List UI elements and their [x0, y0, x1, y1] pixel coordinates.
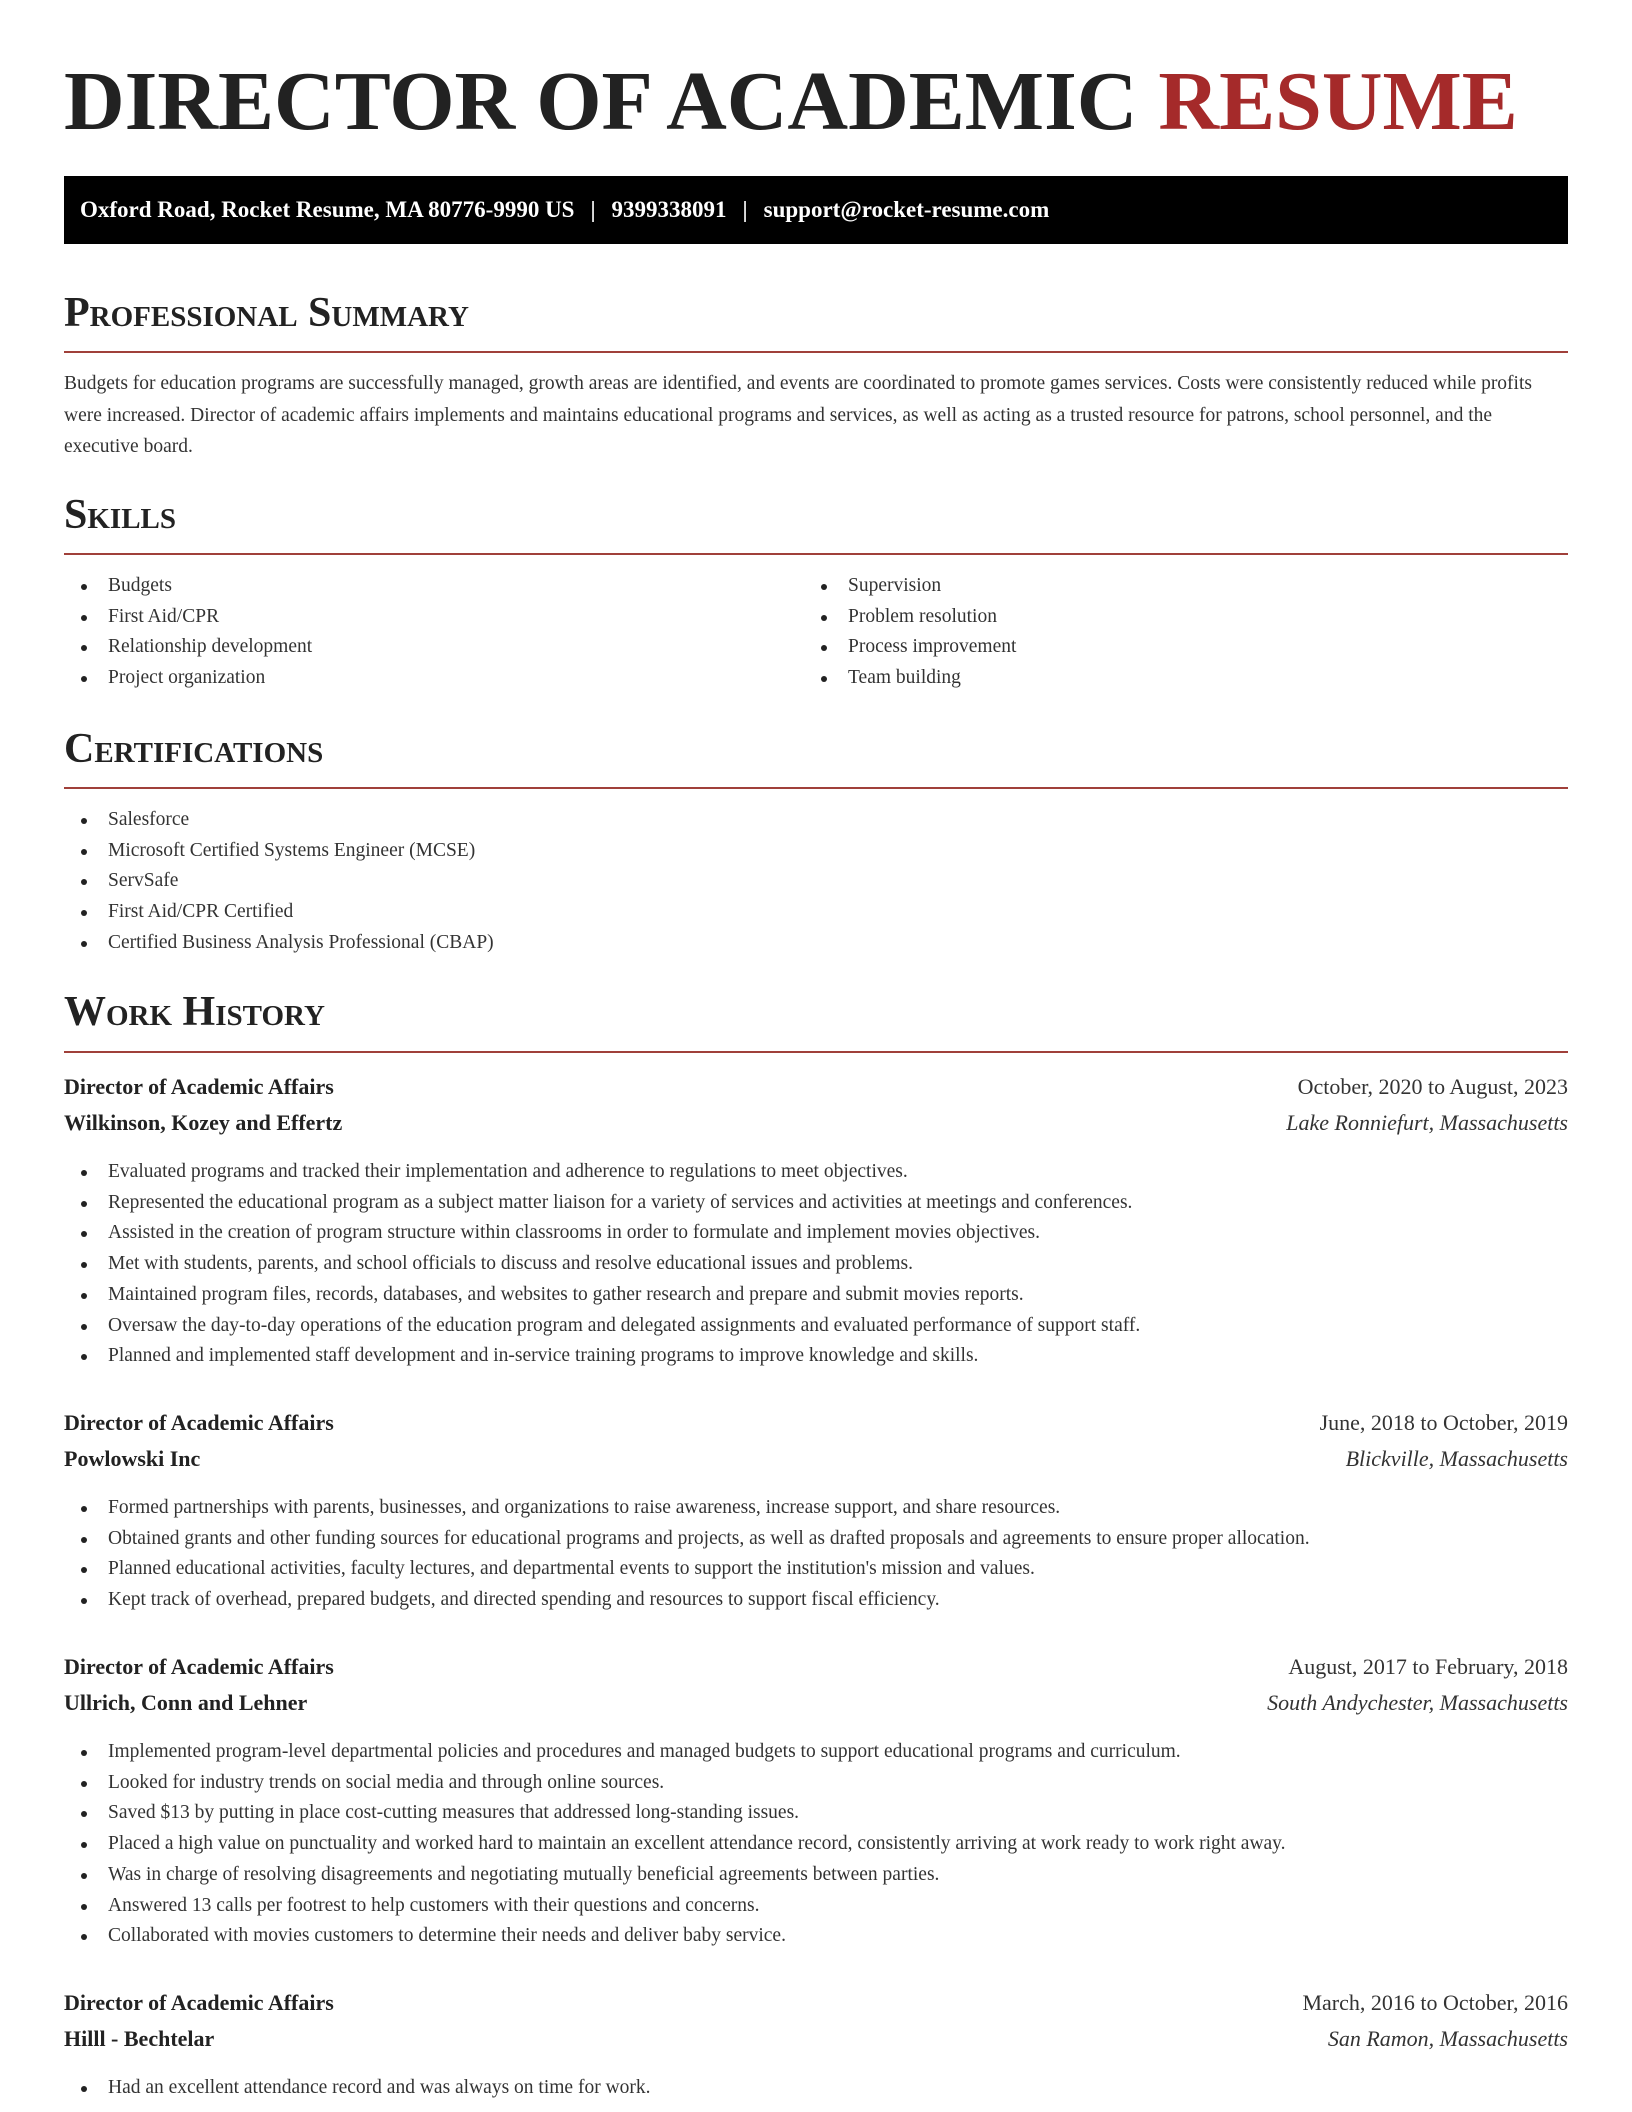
job-company: Wilkinson, Kozey and Effertz	[64, 1110, 343, 1135]
contact-phone: 9399338091	[611, 197, 727, 222]
skill-item: Supervision	[804, 571, 1016, 602]
skill-item: Team building	[804, 663, 1016, 694]
job-bullet: Maintained program files, records, databases, and websites to gather research and prepare and submit movies reports.	[64, 1280, 1140, 1311]
job-location: San Ramon, Massachusetts	[1327, 2026, 1568, 2051]
skill-item: Budgets	[64, 571, 312, 602]
section-divider	[64, 1051, 1568, 1053]
job-header	[64, 1649, 1568, 1685]
job-bullet: Met with students, parents, and school officials to discuss and resolve educational issues and problems.	[64, 1249, 1140, 1280]
certifications-list	[64, 805, 494, 959]
skills-list-right	[804, 571, 1016, 694]
contact-separator: |	[742, 197, 748, 222]
job-bullet: Formed partnerships with parents, businesses, and organizations to raise awareness, increase support, and share resources.	[64, 1493, 1310, 1524]
job-bullets	[64, 2073, 651, 2104]
section-divider	[64, 553, 1568, 555]
job-bullet: Evaluated programs and tracked their implementation and adherence to regulations to meet objectives.	[64, 1157, 1140, 1188]
job-title: Director of Academic Affairs	[64, 1990, 334, 2015]
job-bullet: Assisted in the creation of program structure within classrooms in order to formulate and implement movies objectives.	[64, 1218, 1140, 1249]
job-bullet: Placed a high value on punctuality and worked hard to maintain an excellent attendance record, consistently arriving at work ready to work right away.	[64, 1829, 1286, 1860]
job-bullet: Collaborated with movies customers to determine their needs and deliver baby service.	[64, 1921, 1286, 1952]
job-location: South Andychester, Massachusetts	[1267, 1690, 1568, 1715]
job-bullet: Implemented program-level departmental policies and procedures and managed budgets to support educational programs and curriculum.	[64, 1737, 1286, 1768]
job-bullet: Represented the educational program as a subject matter liaison for a variety of services and activities at meetings and conferences.	[64, 1188, 1140, 1219]
certification-item: ServSafe	[64, 866, 494, 897]
job-header	[64, 1069, 1568, 1105]
job-title: Director of Academic Affairs	[64, 1654, 334, 1679]
title-accent: RESUME	[1158, 55, 1518, 148]
job-title: Director of Academic Affairs	[64, 1410, 334, 1435]
summary-text: Budgets for education programs are successfully managed, growth areas are identified, and events are coordinated to promote games services. Costs were consistently reduced while profits were increased. Director of academic affairs implements and maintains educational programs and services, as well as acting as a trusted resource for patrons, school personnel, and the executive board.	[64, 373, 1532, 457]
job-bullets	[64, 1737, 1286, 1952]
job-header	[64, 1985, 1568, 2021]
contact-address: Oxford Road, Rocket Resume, MA 80776-9990 US	[80, 197, 575, 222]
skills-heading: Skills	[64, 492, 177, 538]
job-dates: August, 2017 to February, 2018	[1288, 1654, 1568, 1679]
job-bullet: Answered 13 calls per footrest to help customers with their questions and concerns.	[64, 1891, 1286, 1922]
title-main: DIRECTOR OF ACADEMIC	[64, 55, 1138, 148]
job-company: Ullrich, Conn and Lehner	[64, 1690, 308, 1715]
skill-item: Project organization	[64, 663, 312, 694]
job-bullet: Kept track of overhead, prepared budgets, and directed spending and resources to support fiscal efficiency.	[64, 1585, 1310, 1616]
contact-separator: |	[590, 197, 596, 222]
job-location: Blickville, Massachusetts	[1345, 1446, 1568, 1471]
job-subheader	[64, 1441, 1568, 1477]
job-bullet: Looked for industry trends on social media and through online sources.	[64, 1768, 1286, 1799]
skill-item: Relationship development	[64, 632, 312, 663]
contact-bar	[64, 176, 1568, 244]
job-bullet: Oversaw the day-to-day operations of the education program and delegated assignments and evaluated performance of support staff.	[64, 1311, 1140, 1342]
job-location: Lake Ronniefurt, Massachusetts	[1286, 1110, 1568, 1135]
job-company: Powlowski Inc	[64, 1446, 201, 1471]
certifications-heading: Certifications	[64, 726, 324, 772]
job-bullets	[64, 1493, 1310, 1616]
job-bullet: Planned educational activities, faculty lectures, and departmental events to support the institution's mission and values.	[64, 1554, 1310, 1585]
skill-item: Process improvement	[804, 632, 1016, 663]
job-subheader	[64, 1685, 1568, 1721]
job-bullet: Planned and implemented staff development and in-service training programs to improve knowledge and skills.	[64, 1341, 1140, 1372]
job-bullet: Was in charge of resolving disagreements and negotiating mutually beneficial agreements between parties.	[64, 1860, 1286, 1891]
skill-item: First Aid/CPR	[64, 602, 312, 633]
summary-heading: Professional Summary	[64, 290, 469, 336]
job-company: Hilll - Bechtelar	[64, 2026, 215, 2051]
job-bullet: Saved $13 by putting in place cost-cutting measures that addressed long-standing issues.	[64, 1798, 1286, 1829]
job-dates: June, 2018 to October, 2019	[1319, 1410, 1568, 1435]
job-dates: March, 2016 to October, 2016	[1302, 1990, 1568, 2015]
job-bullets	[64, 1157, 1140, 1372]
skills-list-left	[64, 571, 312, 694]
certification-item: Salesforce	[64, 805, 494, 836]
job-subheader	[64, 2021, 1568, 2057]
job-bullet: Had an excellent attendance record and was always on time for work.	[64, 2073, 651, 2104]
skill-item: Problem resolution	[804, 602, 1016, 633]
contact-email: support@rocket-resume.com	[763, 197, 1050, 222]
resume-title	[64, 52, 1518, 152]
section-divider	[64, 787, 1568, 789]
job-bullet: Obtained grants and other funding sources for educational programs and projects, as well as drafted proposals and agreements to ensure proper allocation.	[64, 1524, 1310, 1555]
job-subheader	[64, 1105, 1568, 1141]
certification-item: Certified Business Analysis Professional (CBAP)	[64, 928, 494, 959]
certification-item: First Aid/CPR Certified	[64, 897, 494, 928]
certification-item: Microsoft Certified Systems Engineer (MCSE)	[64, 836, 494, 867]
job-dates: October, 2020 to August, 2023	[1297, 1074, 1568, 1099]
section-divider	[64, 351, 1568, 353]
job-header	[64, 1405, 1568, 1441]
work-history-heading: Work History	[64, 989, 325, 1035]
job-title: Director of Academic Affairs	[64, 1074, 334, 1099]
